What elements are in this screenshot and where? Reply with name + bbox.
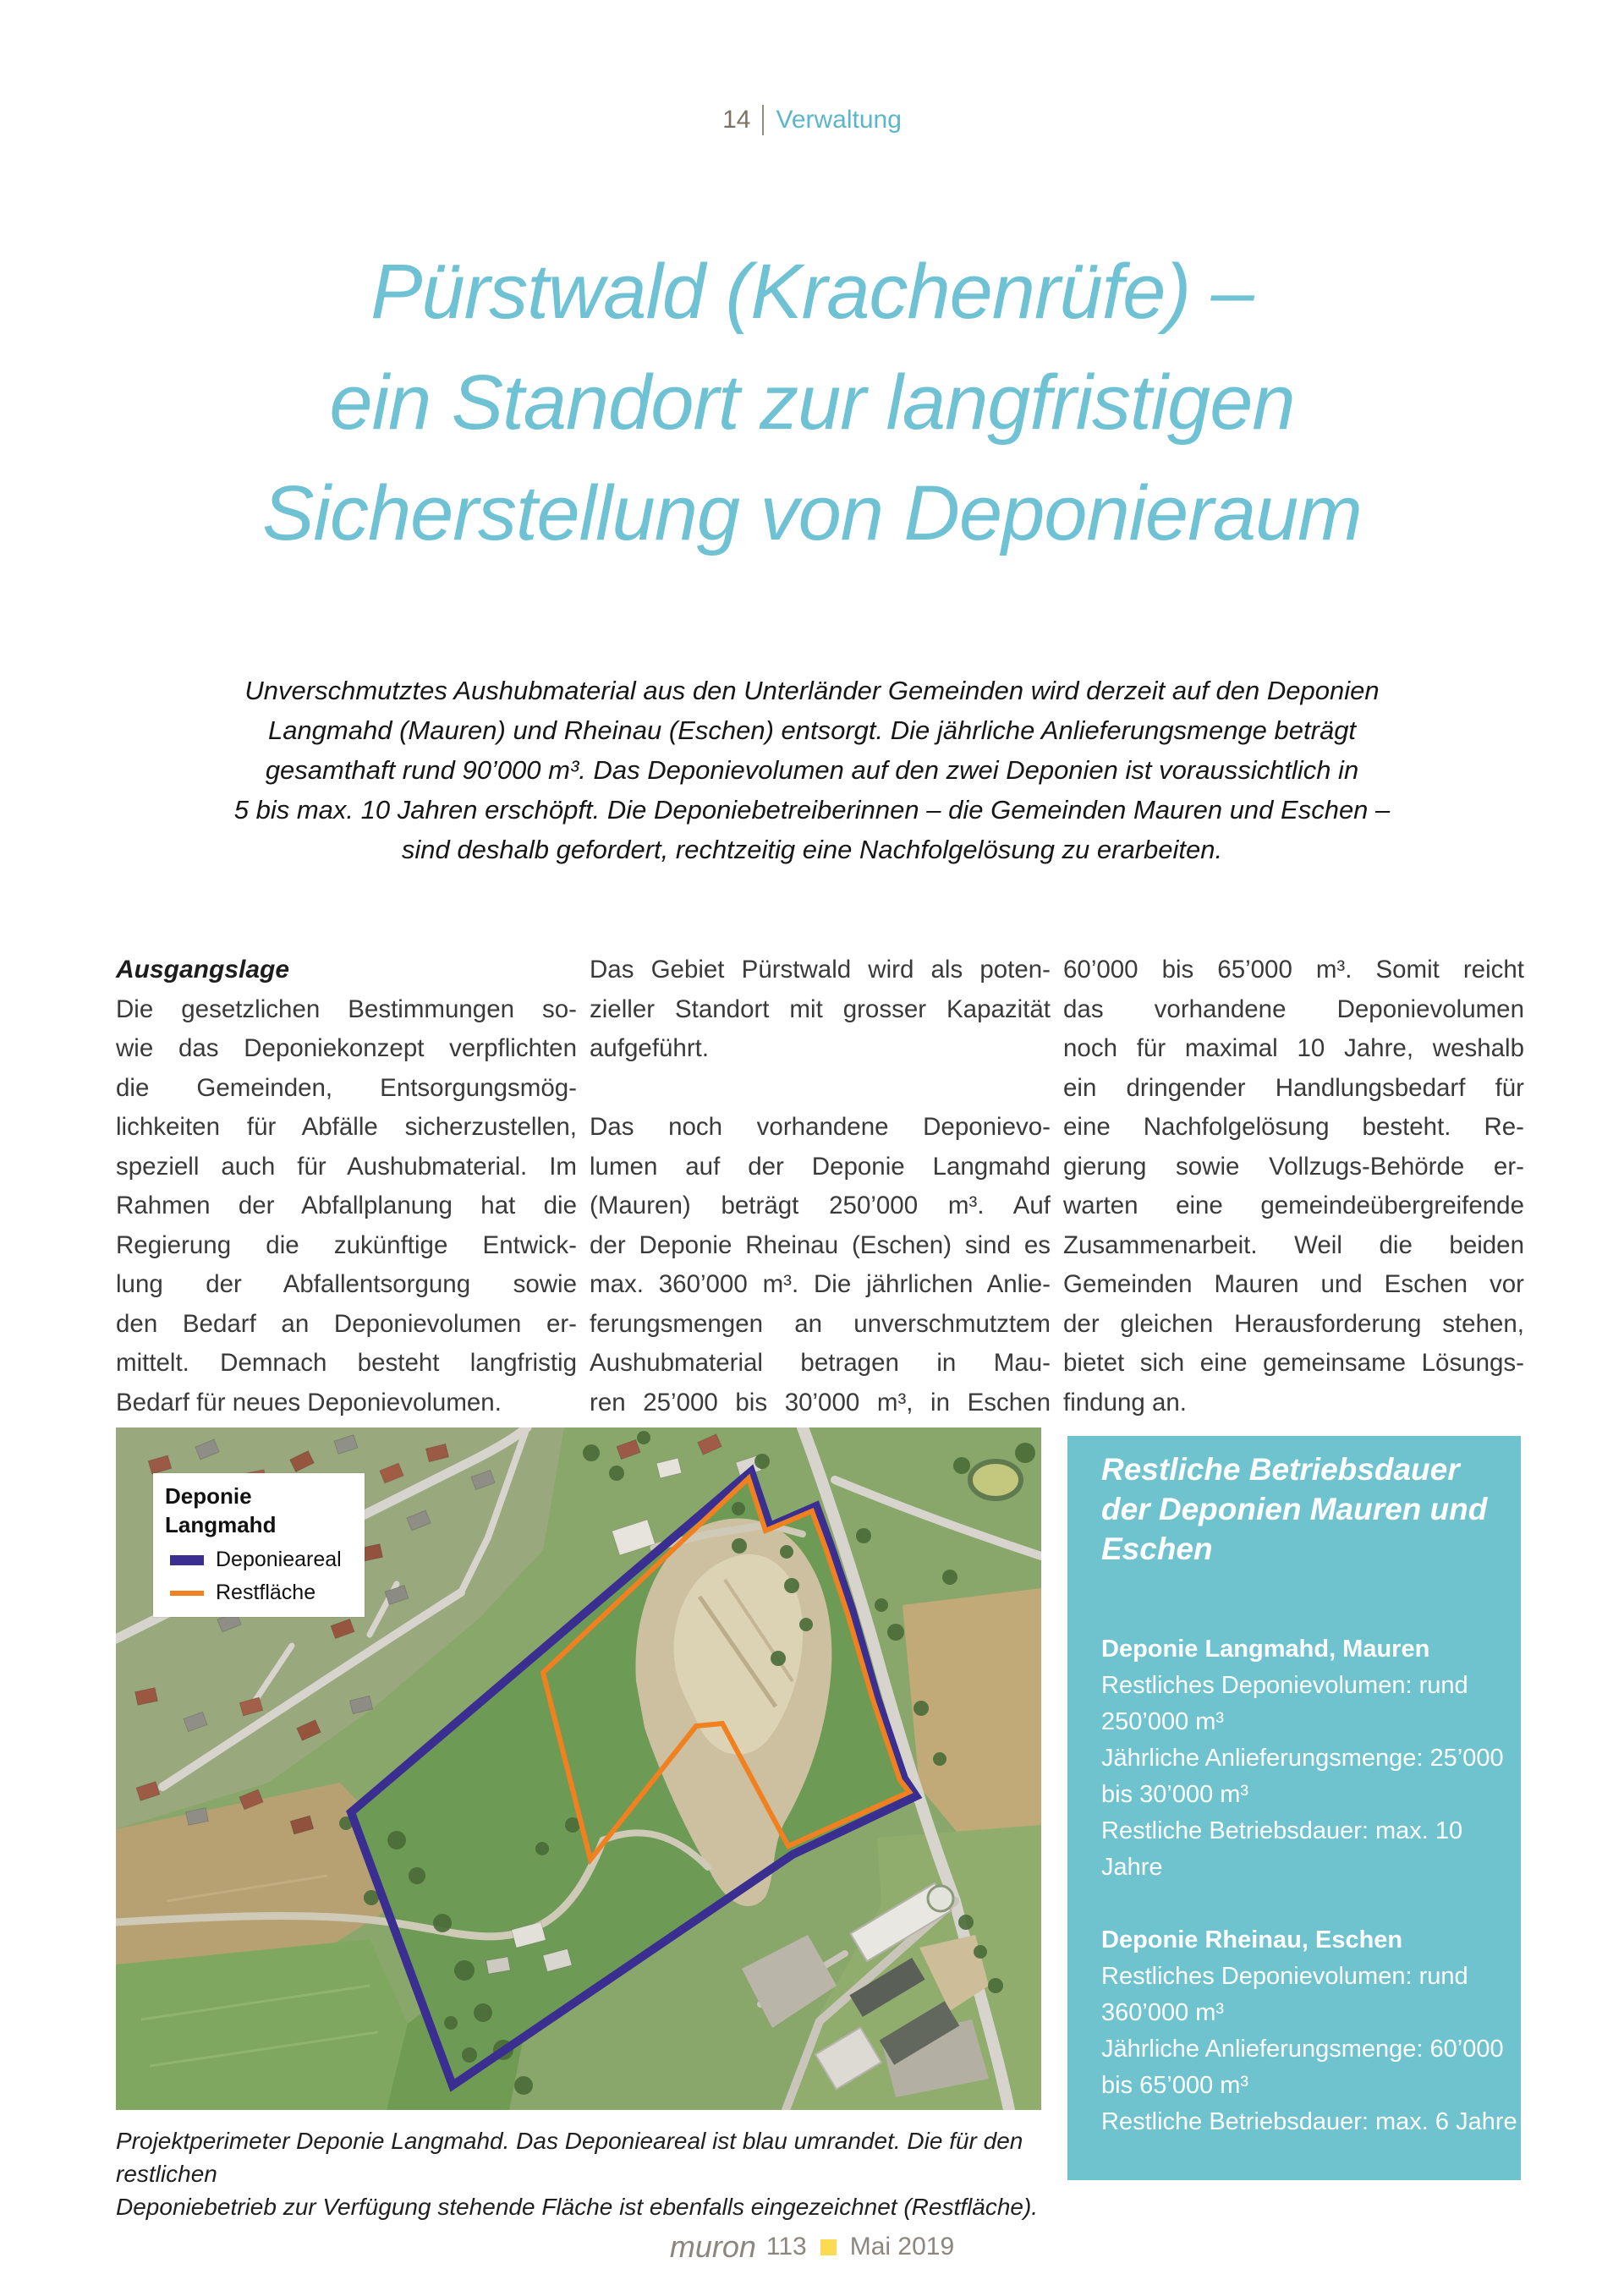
section-label: Verwaltung bbox=[776, 106, 902, 134]
lede-line: sind deshalb gefordert, rechtzeitig eine Nachfolgelösung zu erarbeiten. bbox=[401, 835, 1223, 864]
legend-label: Restfläche bbox=[216, 1581, 316, 1604]
body-line: gierung sowie Vollzugs-Behörde er- bbox=[1063, 1152, 1524, 1181]
body-line: findung an. bbox=[1063, 1388, 1187, 1417]
column-2 bbox=[590, 951, 1051, 1422]
infobox-title: Restliche Betriebsdauer der Deponien Mauren und Eschen bbox=[1101, 1452, 1488, 1566]
infobox-betriebsdauer bbox=[1067, 1436, 1521, 2180]
body-line: bietet sich eine gemeinsame Lösungs- bbox=[1063, 1349, 1524, 1377]
footer-square-icon bbox=[820, 2239, 837, 2255]
infobox-line: Jährliche Anlieferungsmenge: 60’000 bbox=[1101, 2036, 1504, 2063]
body-line: ein dringender Handlungsbedarf für bbox=[1063, 1073, 1524, 1102]
body-line: Zusammenarbeit. Weil die beiden bbox=[1063, 1230, 1524, 1259]
body-line: warten eine gemeindeübergreifende bbox=[1063, 1192, 1524, 1219]
lede-line: gesamthaft rund 90’000 m³. Das Deponievolumen auf den zwei Deponien ist voraussichtlich in bbox=[265, 755, 1359, 785]
body-line: noch für maximal 10 Jahre, weshalb bbox=[1063, 1034, 1524, 1062]
body-line: Aushubmaterial betragen in Mau- bbox=[590, 1349, 1051, 1377]
body-line: den Bedarf an Deponievolumen er- bbox=[116, 1309, 577, 1338]
body-line: Das noch vorhandene Deponievo- bbox=[590, 1113, 1051, 1141]
infobox-line: Restliche Betriebsdauer: max. 6 Jahre bbox=[1101, 2108, 1517, 2135]
legend-label: Deponieareal bbox=[216, 1548, 342, 1571]
infobox-line: 360’000 m³ bbox=[1101, 1999, 1225, 2026]
body-line: Rahmen der Abfallplanung hat die bbox=[116, 1192, 577, 1219]
body-line: Bedarf für neues Deponievolumen. bbox=[116, 1388, 502, 1417]
map-legend bbox=[153, 1473, 365, 1617]
article-title bbox=[0, 237, 1624, 569]
body-line: zieller Standort mit grosser Kapazität bbox=[590, 995, 1051, 1023]
map-caption bbox=[116, 2124, 1041, 2223]
infobox-line: Jahre bbox=[1101, 1854, 1163, 1881]
infobox-line: Restliches Deponievolumen: rund bbox=[1101, 1963, 1468, 1990]
body-line: (Mauren) beträgt 250’000 m³. Auf bbox=[590, 1192, 1051, 1219]
column-1-heading: Ausgangslage bbox=[116, 956, 290, 984]
legend-item-deponieareal bbox=[165, 1548, 353, 1572]
infobox-line: bis 65’000 m³ bbox=[1101, 2072, 1249, 2099]
body-line: aufgeführt. bbox=[590, 1034, 710, 1062]
page-number: 14 bbox=[722, 106, 751, 134]
article-title-line: Pürstwald (Krachenrüfe) – bbox=[370, 249, 1254, 335]
deponieareal-swatch bbox=[170, 1555, 204, 1565]
body-line: der gleichen Herausforderung stehen, bbox=[1063, 1309, 1524, 1338]
header-divider bbox=[762, 105, 764, 135]
infobox-line: Restliches Deponievolumen: rund bbox=[1101, 1672, 1468, 1699]
caption-line: Deponiebetrieb zur Verfügung stehende Fläche ist ebenfalls eingezeichnet (Restfläche). bbox=[116, 2194, 1039, 2220]
body-line: lung der Abfallentsorgung sowie bbox=[116, 1270, 577, 1298]
aerial-map bbox=[116, 1427, 1041, 2110]
article-title-line: Sicherstellung von Deponieraum bbox=[262, 470, 1362, 556]
infobox-line: 250’000 m³ bbox=[1101, 1708, 1225, 1735]
pond bbox=[970, 1461, 1021, 1499]
body-line: speziell auch für Aushubmaterial. Im bbox=[116, 1152, 577, 1181]
infobox-section-heading: Deponie Langmahd, Mauren bbox=[1101, 1636, 1430, 1663]
article-title-line: ein Standort zur langfristigen bbox=[329, 359, 1295, 446]
caption-line: Projektperimeter Deponie Langmahd. Das Deponieareal ist blau umrandet. Die für den restlichen bbox=[116, 2128, 1023, 2187]
body-line: max. 360’000 m³. Die jährlichen Anlie- bbox=[590, 1270, 1051, 1298]
body-columns bbox=[116, 951, 1525, 1422]
body-line: Die gesetzlichen Bestimmungen so- bbox=[116, 995, 577, 1023]
body-line: die Gemeinden, Entsorgungsmög- bbox=[116, 1073, 577, 1102]
infobox-spacer bbox=[1101, 1886, 1490, 1922]
body-line: ferungsmengen an unverschmutztem bbox=[590, 1309, 1051, 1338]
page-footer bbox=[0, 2229, 1624, 2265]
body-line: das vorhandene Deponievolumen bbox=[1063, 995, 1524, 1023]
body-line: lichkeiten für Abfälle sicherzustellen, bbox=[116, 1113, 577, 1141]
legend-title: Deponie Langmahd bbox=[165, 1483, 277, 1537]
column-3 bbox=[1063, 951, 1524, 1422]
magazine-name: muron bbox=[669, 2229, 756, 2264]
article-lede bbox=[102, 671, 1522, 869]
issue-number: 113 bbox=[765, 2233, 807, 2260]
body-line: Regierung die zukünftige Entwick- bbox=[116, 1230, 577, 1259]
lede-line: 5 bis max. 10 Jahren erschöpft. Die Deponiebetreiberinnen – die Gemeinden Mauren und Eschen – bbox=[233, 795, 1391, 825]
page-header bbox=[0, 105, 1624, 135]
body-line: Das Gebiet Pürstwald wird als poten- bbox=[590, 956, 1051, 984]
issue-date: Mai 2019 bbox=[849, 2233, 955, 2260]
lede-line: Unverschmutztes Aushubmaterial aus den Unterländer Gemeinden wird derzeit auf den Deponien bbox=[244, 676, 1380, 705]
body-line: Gemeinden Mauren und Eschen vor bbox=[1063, 1270, 1524, 1298]
body-line: mittelt. Demnach besteht langfristig bbox=[116, 1349, 577, 1377]
infobox-section-heading: Deponie Rheinau, Eschen bbox=[1101, 1926, 1403, 1954]
body-line-blank bbox=[590, 1069, 1051, 1109]
body-line: lumen auf der Deponie Langmahd bbox=[590, 1152, 1051, 1181]
body-line: ren 25’000 bis 30’000 m³, in Eschen bbox=[590, 1388, 1051, 1417]
body-line: eine Nachfolgelösung besteht. Re- bbox=[1063, 1113, 1524, 1141]
legend-item-restflaeche bbox=[165, 1581, 353, 1605]
infobox-line: Jährliche Anlieferungsmenge: 25’000 bbox=[1101, 1745, 1504, 1772]
restflaeche-swatch bbox=[170, 1591, 204, 1596]
lede-line: Langmahd (Mauren) und Rheinau (Eschen) entsorgt. Die jährliche Anlieferungsmenge beträgt bbox=[267, 715, 1357, 745]
infobox-line: Restliche Betriebsdauer: max. 10 bbox=[1101, 1817, 1463, 1844]
body-line: der Deponie Rheinau (Eschen) sind es bbox=[590, 1230, 1051, 1259]
body-line: 60’000 bis 65’000 m³. Somit reicht bbox=[1063, 956, 1524, 984]
column-1 bbox=[116, 951, 577, 1422]
body-line: wie das Deponiekonzept verpflichten bbox=[116, 1034, 577, 1062]
infobox-line: bis 30’000 m³ bbox=[1101, 1781, 1249, 1808]
